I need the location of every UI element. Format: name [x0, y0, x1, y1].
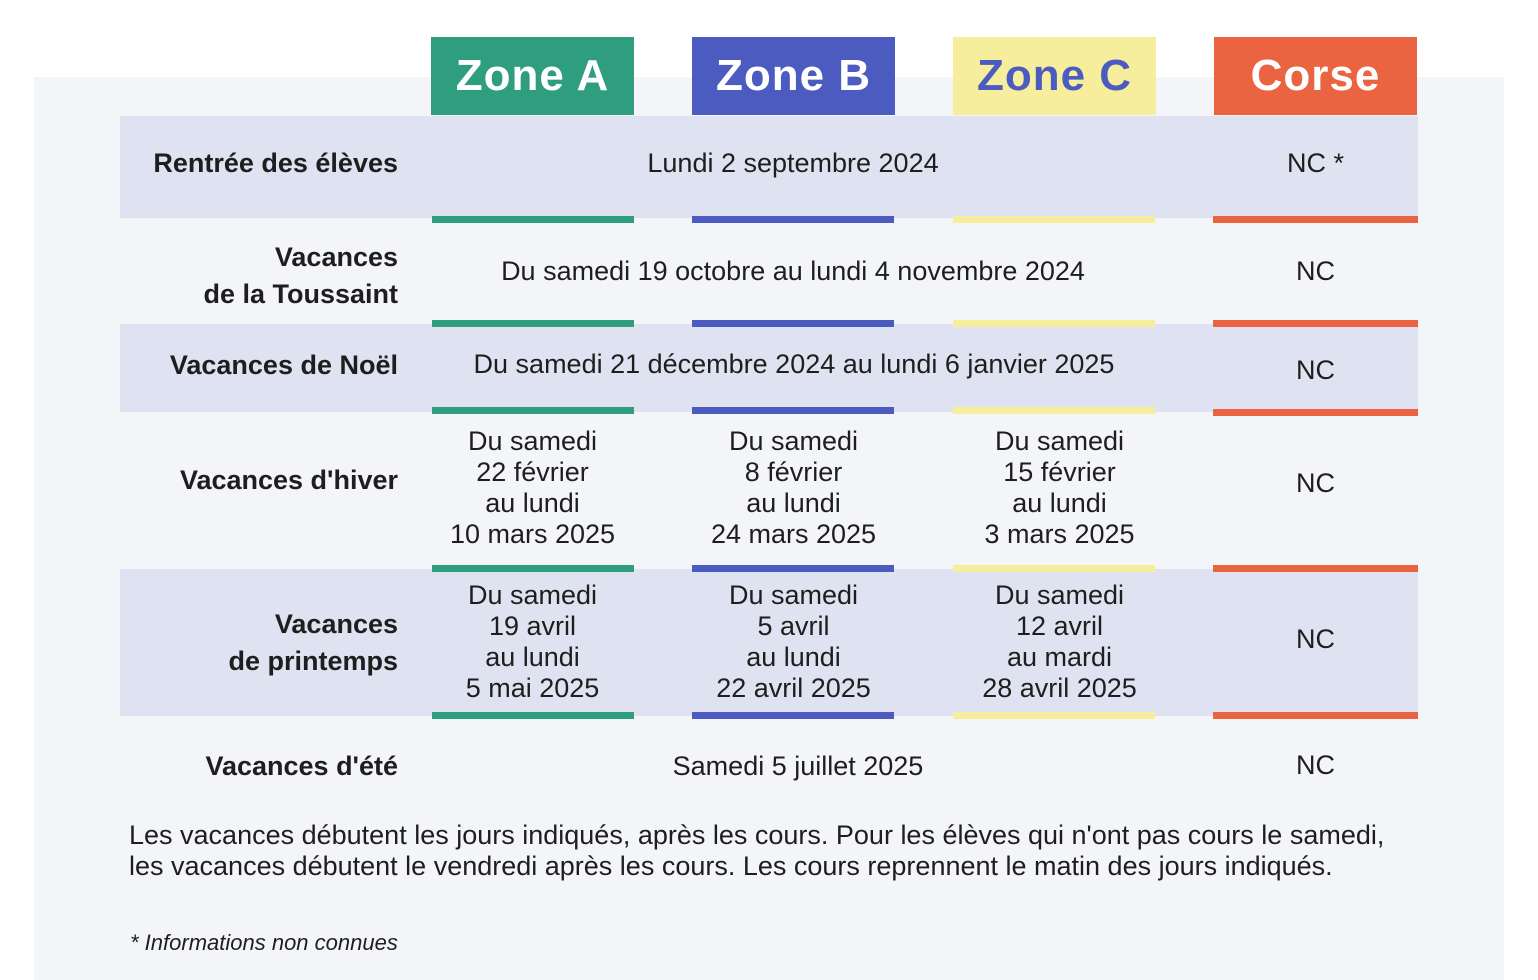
date-line: 3 mars 2025: [984, 519, 1135, 549]
date-line: au lundi: [485, 488, 580, 518]
row-label-text: Vacances d'hiver: [179, 464, 398, 495]
date-line: 24 mars 2025: [710, 519, 877, 549]
separator-bar-zone-a: [432, 565, 634, 572]
ete-corse: NC: [1296, 749, 1335, 780]
date-line: 19 avril: [488, 611, 577, 641]
date-line: 5 avril: [757, 611, 830, 641]
separator-bar-zone-c: [953, 565, 1155, 572]
date-line: Du samedi: [467, 580, 598, 610]
rentree-date: Lundi 2 septembre 2024: [647, 147, 939, 178]
separator-bar-corse: [1213, 712, 1418, 719]
date-line: 12 avril: [1015, 611, 1104, 641]
row-label-printemps: [120, 604, 398, 680]
separator-bar-zone-b: [692, 320, 894, 327]
hiver-zone-b: [692, 425, 895, 551]
separator-bar-zone-b: [692, 565, 894, 572]
printemps-zone-c: [953, 579, 1166, 705]
row-label-text: Vacances d'été: [205, 750, 398, 781]
hiver-zone-c: [953, 425, 1166, 551]
date-line: au lundi: [746, 488, 841, 518]
date-line: 28 avril 2025: [982, 673, 1137, 703]
row-label-line: de la Toussaint: [203, 279, 398, 309]
explanatory-note: Les vacances débutent les jours indiqués, après les cours. Pour les élèves qui n'ont pas cours le samedi, les vacances débutent le vendredi après les cours. Les cours reprennent le matin des jours indiqués.: [129, 820, 1385, 881]
separator-bar-corse: [1213, 320, 1418, 327]
noel-date: Du samedi 21 décembre 2024 au lundi 6 janvier 2025: [473, 348, 1115, 379]
separator-bar-zone-a: [432, 320, 634, 327]
row-label-text: Vacances de Noël: [169, 349, 398, 380]
separator-bar-zone-c: [953, 216, 1155, 223]
row-label-ete: [120, 746, 398, 786]
toussaint-date: Du samedi 19 octobre au lundi 4 novembre 2024: [501, 255, 1085, 286]
date-line: 22 février: [476, 457, 589, 487]
row-label-text: Rentrée des élèves: [153, 147, 398, 178]
separator-bar-zone-a: [432, 216, 634, 223]
date-line: au lundi: [485, 642, 580, 672]
rentree-corse: NC *: [1286, 147, 1344, 178]
footnote: * Informations non connues: [130, 930, 398, 955]
separator-bar-corse: [1213, 565, 1418, 572]
separator-bar-zone-b: [692, 407, 894, 414]
date-line: Du samedi: [994, 426, 1125, 456]
separator-bar-corse: [1213, 409, 1418, 416]
row-label-line: Vacances: [274, 609, 398, 639]
separator-bar-zone-b: [692, 216, 894, 223]
date-line: Du samedi: [994, 580, 1125, 610]
row-label-line: de printemps: [228, 646, 398, 676]
date-line: Du samedi: [728, 426, 859, 456]
date-line: 8 février: [744, 457, 843, 487]
date-line: au mardi: [1006, 642, 1113, 672]
row-label-rentree: [120, 143, 398, 183]
printemps-corse: NC: [1296, 623, 1335, 654]
date-line: au lundi: [746, 642, 841, 672]
separator-bar-zone-c: [953, 320, 1155, 327]
date-line: 15 février: [1003, 457, 1116, 487]
date-line: 10 mars 2025: [449, 519, 616, 549]
hiver-zone-a: [431, 425, 634, 551]
separator-bar-zone-a: [432, 712, 634, 719]
toussaint-corse: NC: [1296, 255, 1335, 286]
date-line: 22 avril 2025: [716, 673, 871, 703]
corse-header: Corse: [1214, 37, 1417, 115]
row-label-toussaint: [120, 237, 398, 313]
date-line: Du samedi: [728, 580, 859, 610]
printemps-zone-a: [431, 579, 634, 705]
separator-bar-corse: [1213, 216, 1418, 223]
printemps-zone-b: [692, 579, 895, 705]
separator-bar-zone-a: [432, 407, 634, 414]
separator-bar-zone-c: [953, 712, 1155, 719]
zone-c-header: Zone C: [953, 37, 1156, 115]
separator-bar-zone-c: [953, 407, 1155, 414]
noel-corse: NC: [1296, 354, 1335, 385]
date-line: 5 mai 2025: [465, 673, 600, 703]
date-line: Du samedi: [467, 426, 598, 456]
date-line: au lundi: [1012, 488, 1107, 518]
row-label-noel: [120, 345, 398, 385]
ete-date: Samedi 5 juillet 2025: [672, 750, 924, 781]
zone-b-header: Zone B: [692, 37, 895, 115]
hiver-corse: NC: [1296, 467, 1335, 498]
separator-bar-zone-b: [692, 712, 894, 719]
row-label-hiver: [120, 460, 398, 500]
row-label-line: Vacances: [274, 242, 398, 272]
zone-a-header: Zone A: [431, 37, 634, 115]
